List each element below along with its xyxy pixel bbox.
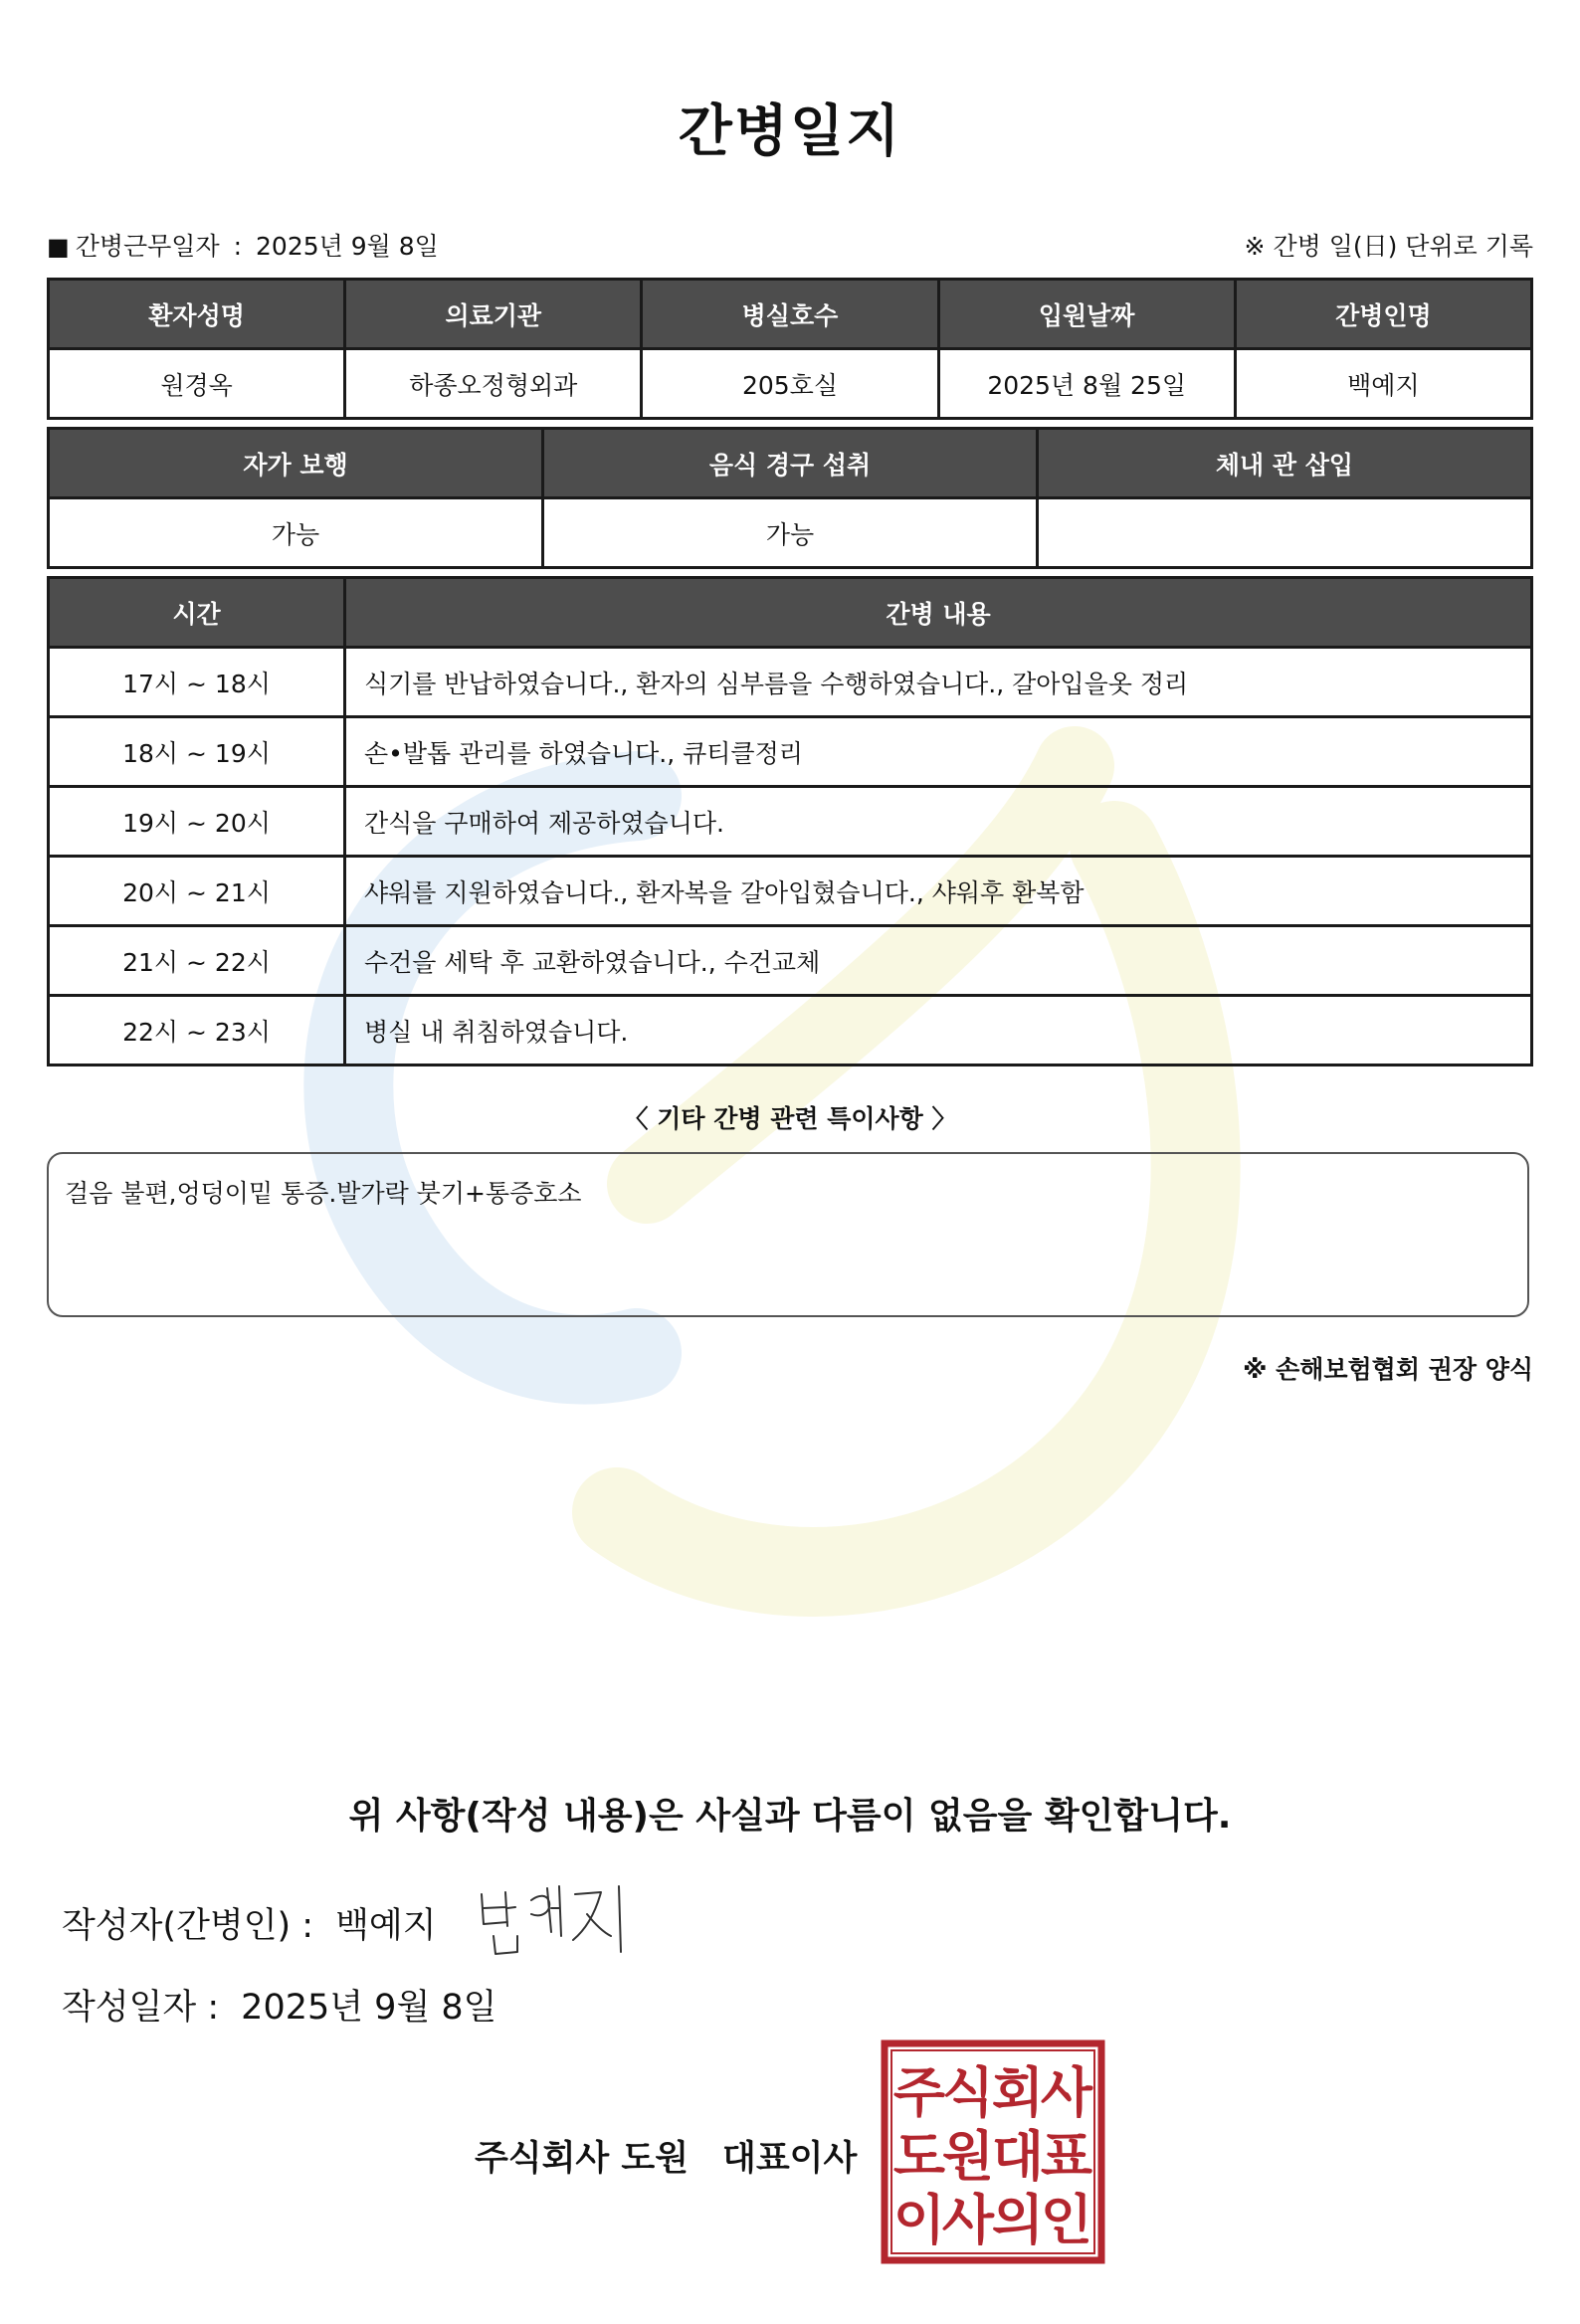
svg-text:사: 사 bbox=[941, 2189, 995, 2251]
table-header-row bbox=[49, 578, 1532, 648]
header-tube-insertion: 체내 관 삽입 bbox=[1038, 429, 1532, 498]
svg-text:대: 대 bbox=[991, 2125, 1045, 2188]
table-header-row bbox=[49, 280, 1532, 349]
admission-date: 2025년 8월 25일 bbox=[938, 349, 1235, 419]
svg-text:식: 식 bbox=[941, 2061, 995, 2124]
svg-text:회: 회 bbox=[991, 2061, 1045, 2124]
company-line bbox=[475, 2131, 857, 2181]
document-title: 간병일지 bbox=[678, 99, 902, 164]
log-time: 20시 ~ 21시 bbox=[49, 857, 345, 926]
log-content: 식기를 반납하였습니다., 환자의 심부름을 수행하였습니다., 갈아입을옷 정리 bbox=[345, 648, 1532, 717]
log-content: 간식을 구매하여 제공하였습니다. bbox=[345, 787, 1532, 857]
table-row bbox=[49, 349, 1532, 419]
patient-status-table bbox=[47, 427, 1533, 569]
svg-text:표: 표 bbox=[1040, 2125, 1093, 2188]
remarks-title: 〈 기타 간병 관련 특이사항 〉 bbox=[623, 1104, 957, 1133]
oral-intake-value: 가능 bbox=[543, 498, 1038, 568]
company-name: 주식회사 도원 bbox=[475, 2139, 690, 2179]
log-content: 손•발톱 관리를 하였습니다., 큐티클정리 bbox=[345, 717, 1532, 787]
table-row bbox=[49, 857, 1532, 926]
log-content: 병실 내 취침하였습니다. bbox=[345, 996, 1532, 1065]
table-row bbox=[49, 648, 1532, 717]
header-time: 시간 bbox=[49, 578, 345, 648]
log-content: 수건을 세탁 후 교환하였습니다., 수건교체 bbox=[345, 926, 1532, 996]
svg-text:이: 이 bbox=[892, 2189, 946, 2251]
work-date-value: 2025년 9월 8일 bbox=[256, 232, 439, 261]
care-log-table bbox=[47, 576, 1533, 1066]
work-date-line bbox=[47, 227, 439, 263]
work-date-label: 간병근무일자 bbox=[75, 232, 220, 261]
remarks-box bbox=[47, 1152, 1529, 1317]
header-patient-name: 환자성명 bbox=[49, 280, 345, 349]
header-care-content: 간병 내용 bbox=[345, 578, 1532, 648]
self-walking-value: 가능 bbox=[49, 498, 543, 568]
log-time: 17시 ~ 18시 bbox=[49, 648, 345, 717]
svg-text:주: 주 bbox=[892, 2061, 946, 2124]
handwritten-signature bbox=[474, 1880, 643, 1960]
log-time: 21시 ~ 22시 bbox=[49, 926, 345, 996]
log-time: 18시 ~ 19시 bbox=[49, 717, 345, 787]
written-date-label: 작성일자 : bbox=[62, 1988, 220, 2028]
table-row bbox=[49, 787, 1532, 857]
writer-label: 작성자(간병인) : bbox=[62, 1906, 314, 1946]
written-date-value: 2025년 9월 8일 bbox=[241, 1988, 497, 2028]
remarks-text: 걸음 불편,엉덩이밑 통증.발가락 붓기+통증호소 bbox=[65, 1179, 582, 1208]
patient-name: 원경옥 bbox=[49, 349, 345, 419]
header-oral-intake: 음식 경구 섭취 bbox=[543, 429, 1038, 498]
header-admission-date: 입원날짜 bbox=[938, 280, 1235, 349]
writer-line bbox=[62, 1898, 437, 1948]
log-content: 샤워를 지원하였습니다., 환자복을 갈아입혔습니다., 샤워후 환복함 bbox=[345, 857, 1532, 926]
header-caregiver-name: 간병인명 bbox=[1235, 280, 1531, 349]
log-time: 22시 ~ 23시 bbox=[49, 996, 345, 1065]
caregiver-name: 백예지 bbox=[1235, 349, 1531, 419]
ceo-title: 대표이사 bbox=[722, 2139, 858, 2179]
company-seal bbox=[881, 2039, 1105, 2264]
unit-note: ※ 간병 일(日) 단위로 기록 bbox=[1244, 232, 1533, 261]
patient-info-table bbox=[47, 278, 1533, 420]
table-row bbox=[49, 996, 1532, 1065]
svg-text:도: 도 bbox=[892, 2125, 946, 2188]
table-header-row bbox=[49, 429, 1532, 498]
hospital-name: 하종오정형외과 bbox=[345, 349, 642, 419]
svg-text:원: 원 bbox=[941, 2125, 995, 2188]
table-row bbox=[49, 498, 1532, 568]
table-row bbox=[49, 926, 1532, 996]
table-row bbox=[49, 717, 1532, 787]
svg-text:의: 의 bbox=[991, 2189, 1045, 2251]
tube-insertion-value bbox=[1038, 498, 1532, 568]
confirmation-statement: 위 사항(작성 내용)은 사실과 다름이 없음을 확인합니다. bbox=[348, 1796, 1232, 1837]
svg-text:인: 인 bbox=[1040, 2189, 1093, 2251]
header-hospital: 의료기관 bbox=[345, 280, 642, 349]
room-number: 205호실 bbox=[642, 349, 938, 419]
svg-text:사: 사 bbox=[1040, 2061, 1093, 2124]
written-date-line bbox=[62, 1980, 496, 2030]
log-time: 19시 ~ 20시 bbox=[49, 787, 345, 857]
header-self-walking: 자가 보행 bbox=[49, 429, 543, 498]
writer-name: 백예지 bbox=[335, 1906, 437, 1946]
form-note: ※ 손해보험협회 권장 양식 bbox=[1243, 1355, 1533, 1384]
square-bullet-icon: ■ bbox=[47, 233, 70, 261]
colon-separator: : bbox=[233, 232, 243, 261]
header-room: 병실호수 bbox=[642, 280, 938, 349]
